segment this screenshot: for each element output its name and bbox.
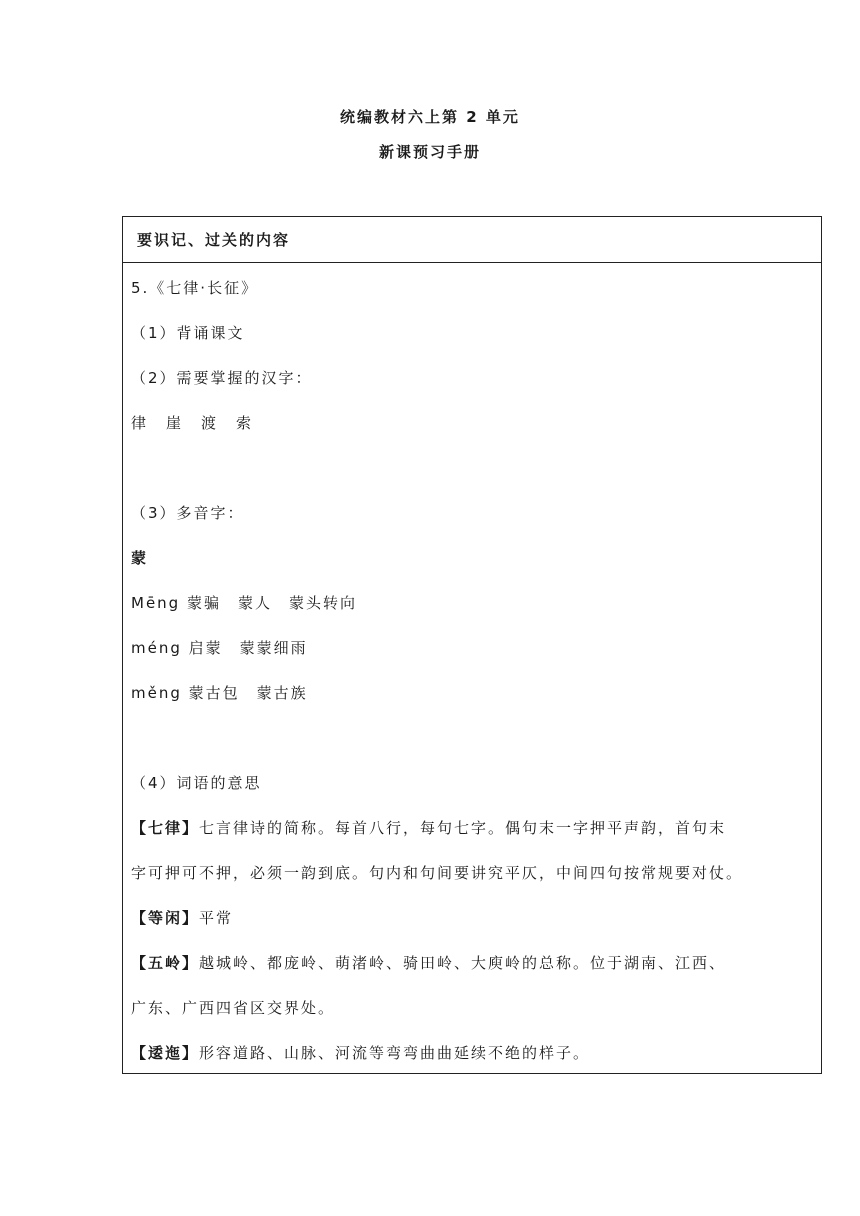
hanzi-list xyxy=(131,412,813,433)
definition-continuation: 广东、广西四省区交界处。 xyxy=(131,999,336,1017)
content-table xyxy=(122,216,822,1074)
table-header: 要识记、过关的内容 xyxy=(123,217,821,263)
reading-row xyxy=(131,637,813,658)
hanzi-item: 律 xyxy=(131,414,149,432)
section-meanings: （4）词语的意思 xyxy=(131,774,262,792)
definition-term: 【七律】 xyxy=(131,819,200,837)
hanzi-item: 渡 xyxy=(201,414,219,432)
definition-text: 越城岭、都庞岭、萌渚岭、骑田岭、大庾岭的总称。位于湖南、江西、 xyxy=(199,954,727,972)
section-recite: （1）背诵课文 xyxy=(131,324,245,342)
definition-row xyxy=(131,817,813,838)
reading-words: 蒙骗 蒙人 蒙头转向 xyxy=(186,594,357,612)
pinyin: měng xyxy=(131,684,182,702)
polyphone-char: 蒙 xyxy=(131,549,149,567)
definition-term: 【等闲】 xyxy=(131,909,200,927)
definition-text: 形容道路、山脉、河流等弯弯曲曲延续不绝的样子。 xyxy=(199,1044,591,1062)
definition-term: 【五岭】 xyxy=(131,954,200,972)
hanzi-item: 崖 xyxy=(166,414,184,432)
definition-row xyxy=(131,1042,813,1063)
pinyin: Mēng xyxy=(131,594,181,612)
hanzi-item: 索 xyxy=(236,414,254,432)
reading-words: 启蒙 蒙蒙细雨 xyxy=(188,639,308,657)
definition-text: 平常 xyxy=(199,909,234,927)
definition-continuation: 字可押可不押，必须一韵到底。句内和句间要讲究平仄，中间四句按常规要对仗。 xyxy=(131,864,744,882)
definition-row xyxy=(131,907,813,928)
doc-subtitle: 新课预习手册 xyxy=(378,143,481,161)
reading-row xyxy=(131,592,813,613)
definition-text: 七言律诗的简称。每首八行，每句七字。偶句末一字押平声韵，首句末 xyxy=(199,819,727,837)
definition-term: 【逶迤】 xyxy=(131,1044,200,1062)
doc-title: 统编教材六上第 2 单元 xyxy=(340,108,520,126)
section-hanzi: （2）需要掌握的汉字： xyxy=(131,369,313,387)
section-polyphone: （3）多音字： xyxy=(131,504,245,522)
lesson-title: 5.《七律·长征》 xyxy=(131,279,259,297)
reading-words: 蒙古包 蒙古族 xyxy=(188,684,308,702)
reading-row xyxy=(131,682,813,703)
pinyin: méng xyxy=(131,639,182,657)
definition-row xyxy=(131,952,813,973)
